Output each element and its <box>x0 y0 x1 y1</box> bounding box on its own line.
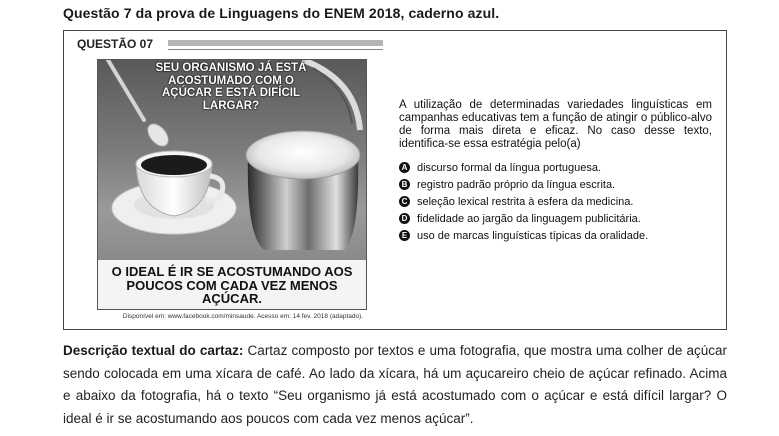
option-d-letter-icon: D <box>399 213 410 224</box>
description-text: Cartaz composto por textos e uma fotografia, que mostra uma colher de açúcar sendo colocada em uma xícara de café. Ao lado da xícara, há um açucareiro cheio de açúcar refinado. Acima e abaixo da fotografia, há o texto “Seu organismo já está acostumado com o açúcar e está difícil largar? O ideal é ir se acostumando aos poucos com cada vez menos açúcar”. <box>63 343 727 426</box>
option-e-letter-icon: E <box>399 230 410 241</box>
option-a-letter-icon: A <box>399 162 410 173</box>
option-c-text: seleção lexical restrita à esfera da medicina. <box>417 195 634 208</box>
poster-photo <box>98 60 366 260</box>
option-e-text: uso de marcas linguísticas típicas da oralidade. <box>417 229 649 242</box>
answer-options <box>399 159 719 244</box>
question-box <box>63 30 727 330</box>
option-a-text: discurso formal da língua portuguesa. <box>417 161 602 174</box>
option-c-letter-icon: C <box>399 196 410 207</box>
option-b-text: registro padrão próprio da língua escrita. <box>417 178 616 191</box>
question-label: QUESTÃO 07 <box>77 37 154 51</box>
option-b-letter-icon: B <box>399 179 410 190</box>
question-stem: A utilização de determinadas variedades linguísticas em campanhas educativas tem a função de atingir o público-alvo de forma mais direta e eficaz. No caso desse texto, identifica-se essa estratégia pelo(a) <box>399 99 712 150</box>
poster-source: Disponível em: www.facebook.com/minsaude. Acesso em: 14 fev. 2018 (adaptado). <box>122 313 364 320</box>
poster <box>97 59 367 310</box>
option-e[interactable] <box>399 227 719 244</box>
option-c[interactable] <box>399 193 719 210</box>
page-heading: Questão 7 da prova de Linguagens do ENEM 2018, caderno azul. <box>63 5 500 21</box>
option-d-text: fidelidade ao jargão da linguagem publicitária. <box>417 212 641 225</box>
option-d[interactable] <box>399 210 719 227</box>
poster-top-text: SEU ORGANISMO JÁ ESTÁ ACOSTUMADO COM O AÇÚCAR E ESTÁ DIFÍCIL LARGAR? <box>155 62 307 112</box>
description-label: Descrição textual do cartaz: <box>63 343 244 358</box>
option-b[interactable] <box>399 176 719 193</box>
option-a[interactable] <box>399 159 719 176</box>
poster-bottom-text: O IDEAL É IR SE ACOSTUMANDO AOS POUCOS COM CADA VEZ MENOS AÇÚCAR. <box>111 264 353 306</box>
question-rule-line <box>168 49 383 50</box>
poster-description <box>63 340 727 430</box>
question-rule-bar <box>168 40 383 46</box>
